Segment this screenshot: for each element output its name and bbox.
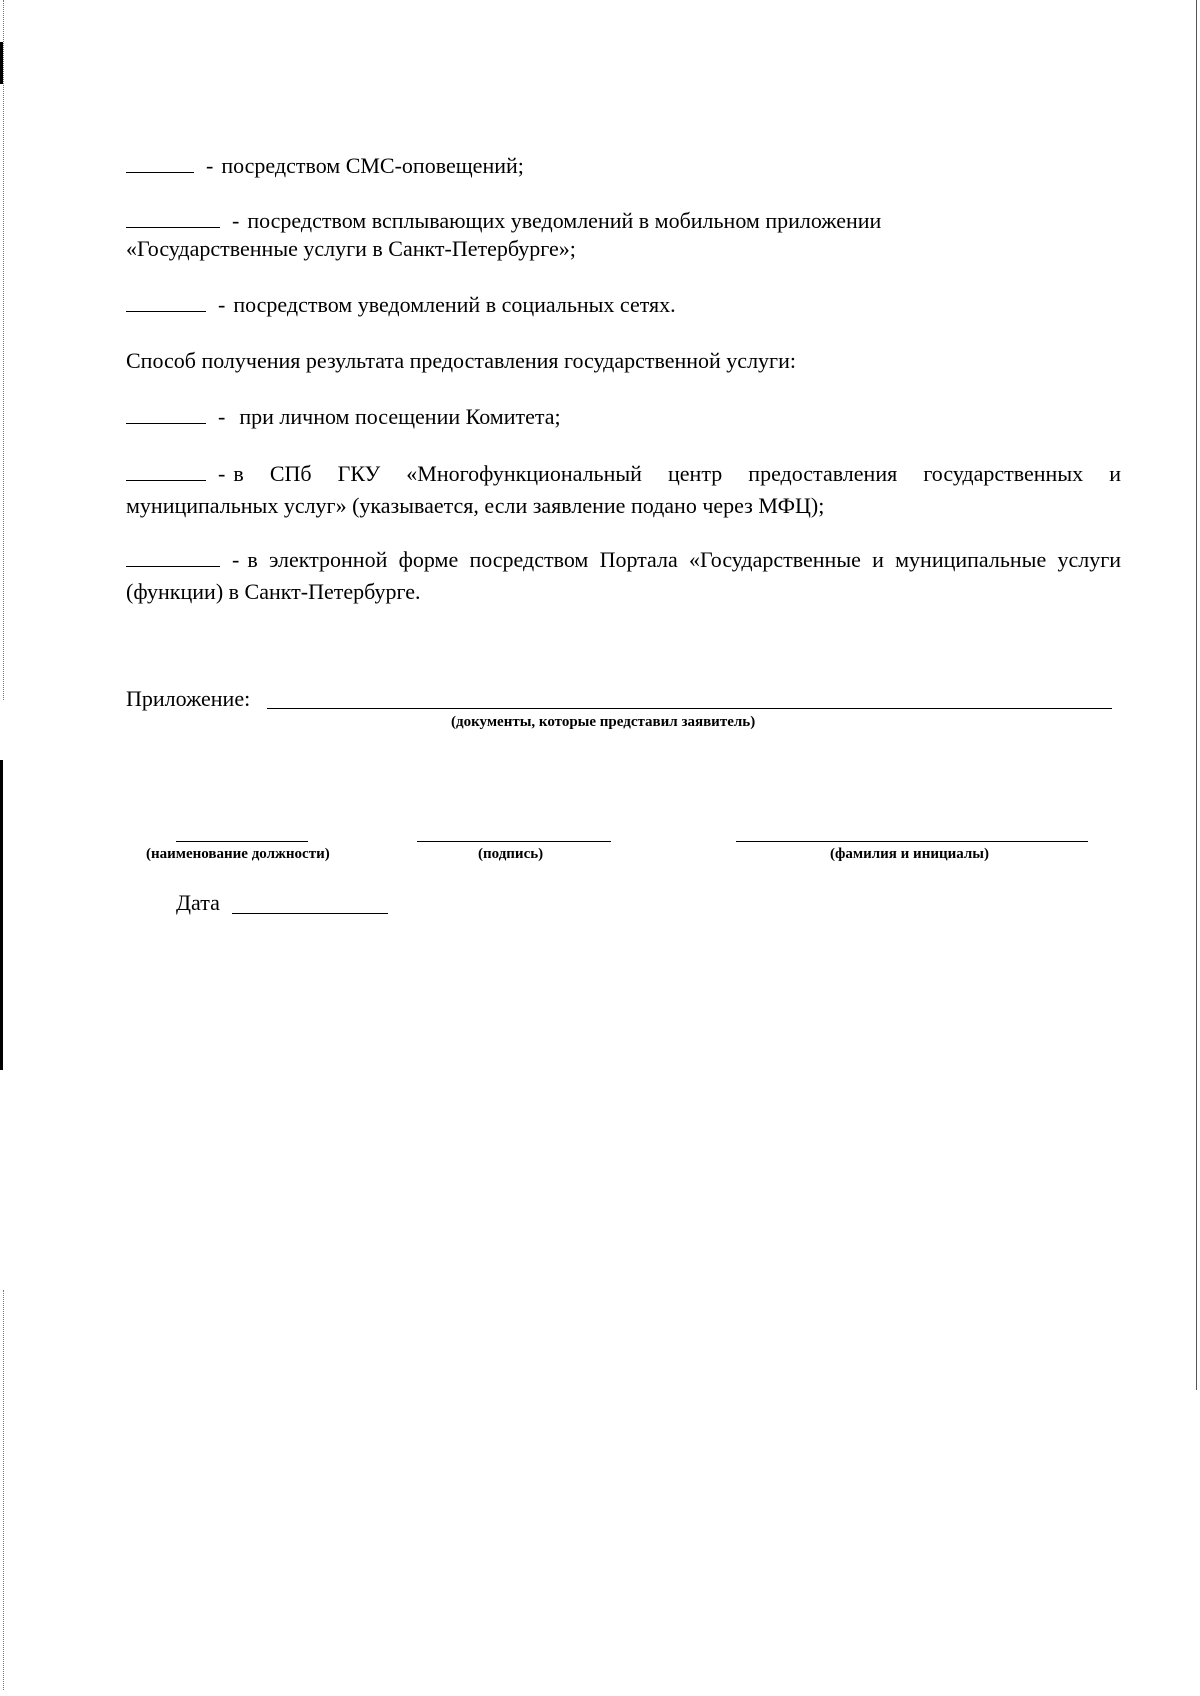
checkbox-blank[interactable] — [126, 154, 194, 173]
checkbox-blank[interactable] — [126, 548, 220, 567]
name-line[interactable] — [736, 841, 1088, 842]
notification-option-social: - посредством уведомлений в социальных сетях. — [126, 292, 676, 318]
notification-option-push-continuation: «Государственные услуги в Санкт-Петербурге»; — [126, 236, 576, 261]
result-section-heading: Способ получения результата предоставления государственной услуги: — [126, 348, 796, 373]
result-option-portal: - в электронной форме посредством Портала «Государственные и муниципальные услуги (функции) в Санкт-Петербурге. — [126, 547, 1121, 604]
attachment-line[interactable] — [267, 708, 1112, 709]
scan-edge-mark-left — [0, 760, 3, 1070]
notification-option-push: - посредством всплывающих уведомлений в мобильном приложении — [126, 208, 881, 234]
name-caption: (фамилия и инициалы) — [830, 846, 990, 862]
attachment-caption: (документы, которые представил заявитель) — [451, 714, 756, 730]
result-option-personal: - при личном посещении Комитета; — [126, 404, 561, 430]
result-option-mfc: - в СПб ГКУ «Многофункциональный центр предоставления государственных и муниципальных услуг» (указывается, если заявление подано через МФЦ); — [126, 461, 1121, 518]
scan-edge-mark-right — [1196, 0, 1197, 1390]
attachment-label: Приложение: — [126, 686, 251, 711]
checkbox-blank[interactable] — [126, 293, 206, 312]
checkbox-blank[interactable] — [126, 405, 206, 424]
position-caption: (наименование должности) — [146, 846, 330, 862]
position-line[interactable] — [176, 841, 308, 842]
scan-edge-dots-left — [3, 0, 5, 700]
signature-line[interactable] — [417, 841, 611, 842]
checkbox-blank[interactable] — [126, 462, 206, 481]
date-label: Дата — [176, 890, 220, 915]
scan-edge-dots-left-lower — [3, 1290, 5, 1690]
checkbox-blank[interactable] — [126, 209, 220, 228]
signature-caption: (подпись) — [478, 846, 544, 862]
notification-option-sms: - посредством СМС-оповещений; — [126, 153, 524, 179]
date-line[interactable] — [232, 913, 388, 914]
